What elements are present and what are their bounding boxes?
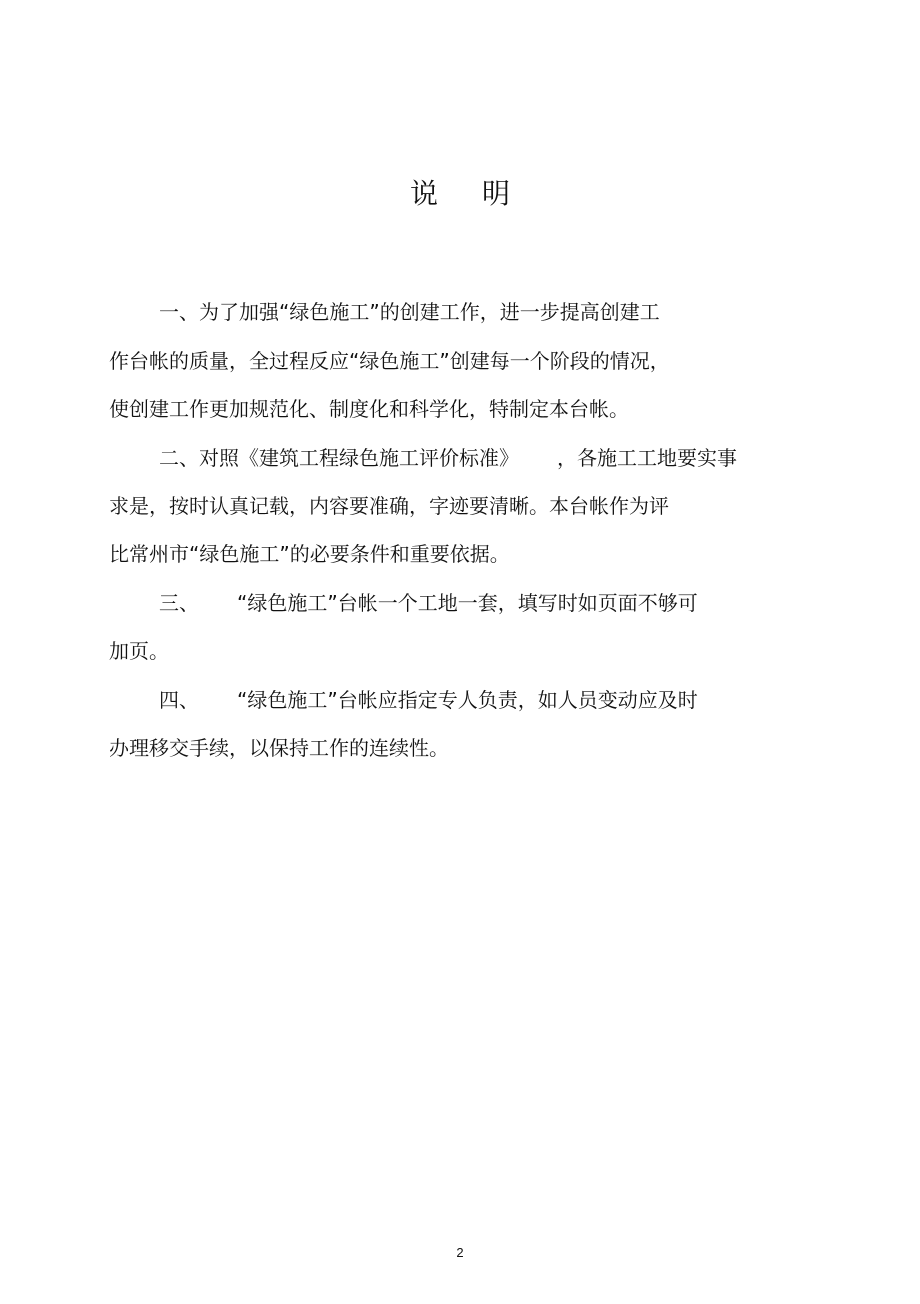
paragraph-3-line-2: 加页。 bbox=[109, 639, 169, 663]
paragraph-3-line-1 bbox=[159, 589, 698, 617]
paragraph-2-line-1-part-1: 二、对照《建筑工程绿色施工评价标准》 bbox=[159, 446, 519, 470]
paragraph-3-line-1-part-1: 三、 bbox=[159, 591, 199, 615]
paragraph-4-line-1-part-1: 四、 bbox=[159, 688, 199, 712]
paragraph-2-line-1-part-2: ，各施工工地要实事 bbox=[557, 446, 737, 470]
paragraph-2-line-1 bbox=[159, 444, 737, 472]
page-title bbox=[0, 174, 920, 214]
paragraph-4-line-1-part-2: “绿色施工”台帐应指定专人负责，如人员变动应及时 bbox=[237, 688, 698, 712]
paragraph-2-line-2: 求是，按时认真记载，内容要准确，字迹要清晰。本台帐作为评 bbox=[109, 494, 669, 518]
paragraph-2-line-3: 比常州市“绿色施工”的必要条件和重要依据。 bbox=[109, 542, 510, 566]
page-number: 2 bbox=[456, 1245, 464, 1260]
page-title-right: 明 bbox=[482, 177, 511, 210]
paragraph-1-line-3: 使创建工作更加规范化、制度化和科学化，特制定本台帐。 bbox=[109, 397, 629, 421]
paragraph-1-line-1: 一、为了加强“绿色施工”的创建工作，进一步提高创建工 bbox=[159, 300, 660, 324]
paragraph-3-line-1-part-2: “绿色施工”台帐一个工地一套，填写时如页面不够可 bbox=[237, 591, 698, 615]
paragraph-4-line-1 bbox=[159, 686, 698, 714]
page-title-left: 说 bbox=[409, 177, 438, 210]
paragraph-4-line-2: 办理移交手续，以保持工作的连续性。 bbox=[109, 736, 449, 760]
paragraph-1-line-2: 作台帐的质量，全过程反应“绿色施工”创建每一个阶段的情况， bbox=[109, 349, 670, 373]
